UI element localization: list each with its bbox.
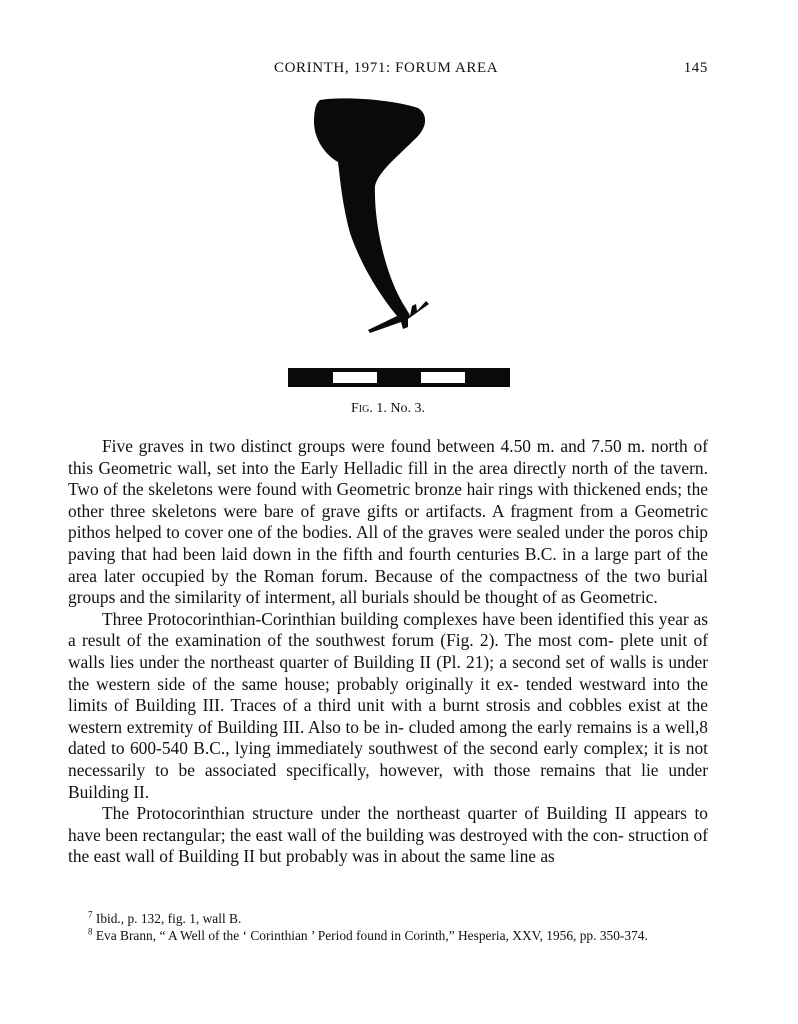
footnote-text: Ibid., p. 132, fig. 1, wall B. [95,911,242,926]
p1-line: of the compactness of the two burial groups and the similarity of interment, all burials [68,565,708,608]
page-number: 145 [683,60,708,76]
p1-line: thickened ends; the other three skeletons were bare of grave gifts or artifacts. A [68,479,708,521]
p1-line: should be thought of as Geometric. [413,587,658,608]
p1-line: the tavern. Two of the skeletons were found with Geometric bronze hair rings with [68,457,708,500]
p2-line: set of walls is under the western side of the same house; probably originally it ex- [68,651,708,694]
scale-bar-segment-white-1 [333,372,377,383]
figure-1 [280,98,520,398]
p1-line: Five graves in two distinct groups were found between 4.50 m. and 7.50 m. north [102,436,688,456]
footnote-marker: 8 [88,926,93,937]
paragraph-3 [68,803,708,868]
p3-line: The Protocorinthian structure under the northeast quarter of Building II appears [102,803,687,824]
caption-label: Fig. 1. [351,401,387,416]
p2-line: southwest of the second early complex; it is not necessarily to be associated specifically, [68,738,708,780]
scale-bar [288,368,510,387]
p3-line: to have been rectangular; the east wall of the building was destroyed with the con- [68,803,708,845]
bronze-hair-ring-drawing [280,98,520,398]
p1-line: centuries B.C. in a large part of the area later occupied by the Roman forum. Because [68,543,708,586]
p2-line: cluded among the early remains is a well,8 dated to 600-540 B.C., lying immediately [68,716,708,759]
hair-ring-silhouette [314,98,429,333]
p2-line: Three Protocorinthian-Corinthian building complexes have been identified this [102,608,655,629]
p1-line: were sealed under the poros chip paving that had been laid down in the fifth and fourth [68,522,708,564]
footnote-text: Eva Brann, “ A Well of the ‘ Corinthian ’ Period found in Corinth,” Hesperia, XXV, 1956, pp. 350-374. [95,928,648,944]
figure-caption [68,401,708,417]
scale-bar-frame [288,368,510,387]
p1-line: fragment from a Geometric pithos helped to cover one of the bodies. All of the graves [68,500,708,543]
body-text [68,436,708,868]
footnote-7 [68,910,708,927]
p1-line: of this Geometric wall, set into the Early Helladic fill in the area directly north of [68,436,709,478]
p2-line: plete unit of walls lies under the northeast quarter of Building II (Pl. 21); a second [68,630,708,672]
footnote-marker: 7 [88,909,93,920]
footnote-8 [68,927,708,944]
p2-line: however, with those remains that lie under Building II. [68,759,709,802]
paragraph-1 [68,436,708,609]
footnotes [68,910,708,945]
running-title: CORINTH, 1971: FORUM AREA [274,60,499,76]
p2-line: year as a result of the examination of the southwest forum (Fig. 2). The most com- [68,608,708,651]
paragraph-2 [68,609,708,803]
scale-bar-segment-white-2 [421,372,465,383]
caption-text: No. 3. [390,401,425,416]
p2-line: strosis and cobbles exist at the western extremity of Building III. Also to be in- [68,695,708,737]
p3-line: struction of the east wall of Building II but probably was in about the same line as [68,824,708,867]
p2-line: tended westward into the limits of Building III. Traces of a third unit with a burnt [68,673,708,716]
